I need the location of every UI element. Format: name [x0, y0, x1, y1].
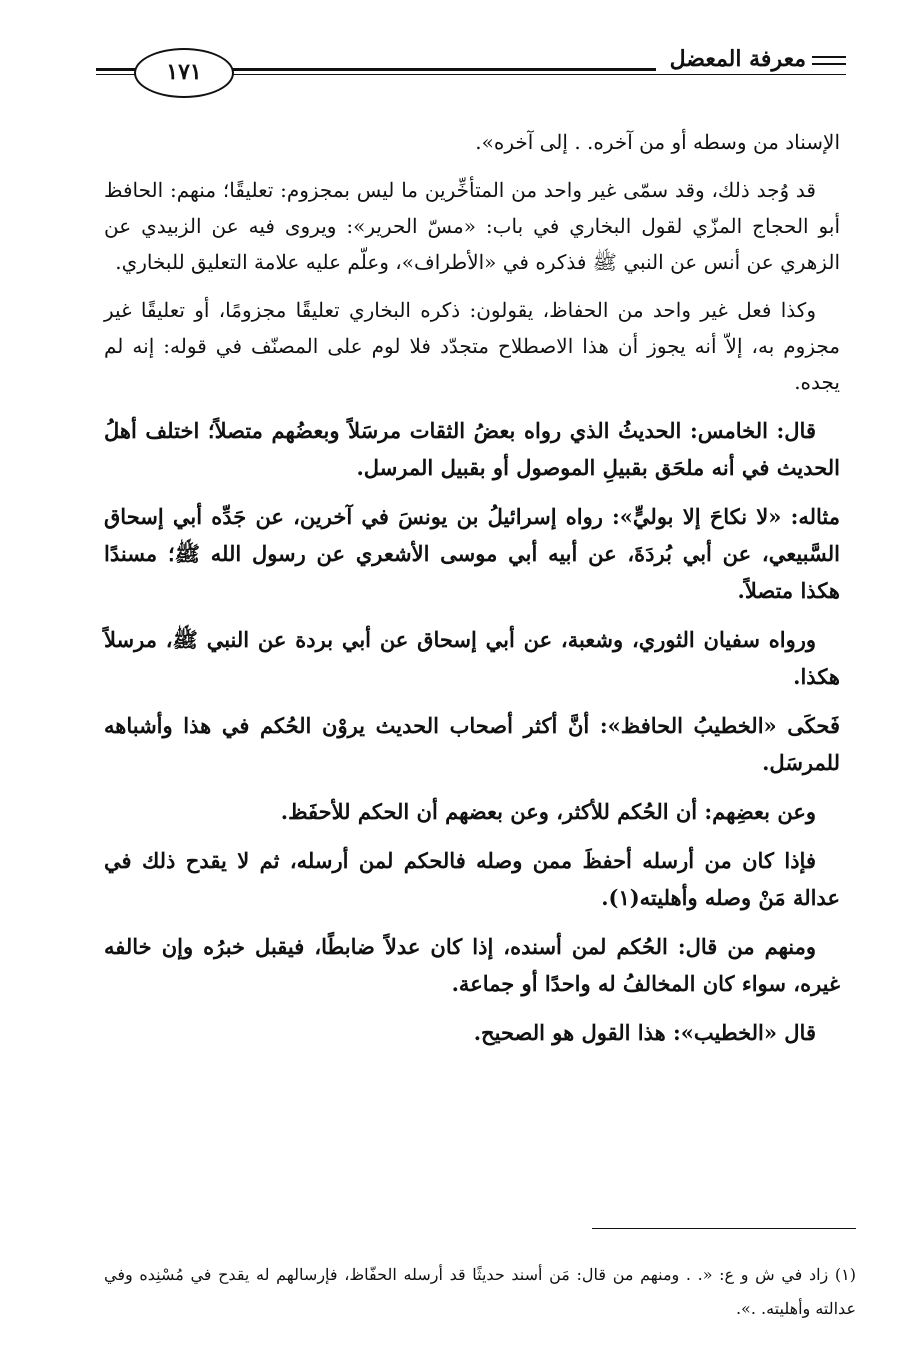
- paragraph: قد وُجد ذلك، وقد سمّى غير واحد من المتأخِّرين ما ليس بمجزوم: تعليقًا؛ منهم: الحافظ أبو الحجاج المزّي لقول البخاري في باب: «مسّ الحرير»: ويروى فيه عن الزبيدي عن الزهري عن أنس عن النبي ﷺ فذكره في «الأطراف»، وعلّم عليه علامة التعليق للبخاري.: [104, 178, 840, 274]
- paragraph: قال: الخامس: الحديثُ الذي رواه بعضُ الثقات مرسَلاً وبعضُهم متصلاً؛ اختلف أهلُ الحديث في أنه ملحَق بقبيلِ الموصول أو بقبيل المرسل.: [104, 418, 840, 480]
- paragraph: مثاله: «لا نكاحَ إلا بوليٍّ»: رواه إسرائيلُ بن يونسَ في آخرين، عن جَدِّه أبي إسحاق السَّبيعي، عن أبي بُردَةَ، عن أبيه أبي موسى الأشعري عن رسول الله ﷺ؛ مسندًا هكذا متصلاً.: [104, 504, 840, 603]
- main-text: [104, 124, 840, 1063]
- page-header: [96, 40, 846, 100]
- paragraph: قال «الخطيب»: هذا القول هو الصحيح.: [473, 1020, 816, 1045]
- paragraph: وعن بعضِهم: أن الحُكم للأكثر، وعن بعضهم أن الحكم للأحفَظ.: [280, 799, 816, 824]
- paragraph: ورواه سفيان الثوري، وشعبة، عن أبي إسحاق عن أبي بردة عن النبي ﷺ، مرسلاً هكذا.: [104, 627, 840, 689]
- footnote: (١) زاد في ش و ع: «. . ومنهم من قال: مَن أسند حديثًا قد أرسله الحفّاظ، فإرسالهم له يقدح في مُسْنِده وفي عدالته وأهليته. .».: [104, 1265, 856, 1318]
- paragraph: وكذا فعل غير واحد من الحفاظ، يقولون: ذكره البخاري تعليقًا مجزومًا، أو تعليقًا غير مجزوم به، إلاّ أنه يجوز أن هذا الاصطلاح متجدّد فلا لوم على المصنّف في قوله: إنه لم يجده.: [104, 298, 840, 394]
- footnote-separator: [592, 1228, 856, 1229]
- chapter-title-text: معرفة المعضل: [669, 46, 806, 72]
- paragraph: الإسناد من وسطه أو من آخره. . إلى آخره».: [475, 130, 840, 154]
- paragraph: فَحكَى «الخطيبُ الحافظ»: أنَّ أكثر أصحاب الحديث يروْن الحُكم في هذا وأشباهه للمرسَل.: [104, 713, 840, 775]
- paragraph: ومنهم من قال: الحُكم لمن أسنده، إذا كان عدلاً ضابطًا، فيقبل خبرُه وإن خالفه غيره، سواء كان المخالفُ له واحدًا أو جماعة.: [104, 934, 840, 996]
- title-dash-ornament: [812, 56, 846, 65]
- page-number: ١٧١: [134, 48, 234, 98]
- paragraph: فإذا كان من أرسله أحفظَ ممن وصله فالحكم لمن أرسله، ثم لا يقدح ذلك في عدالة مَنْ وصله وأهليته(١).: [104, 848, 840, 910]
- chapter-title: [656, 46, 846, 72]
